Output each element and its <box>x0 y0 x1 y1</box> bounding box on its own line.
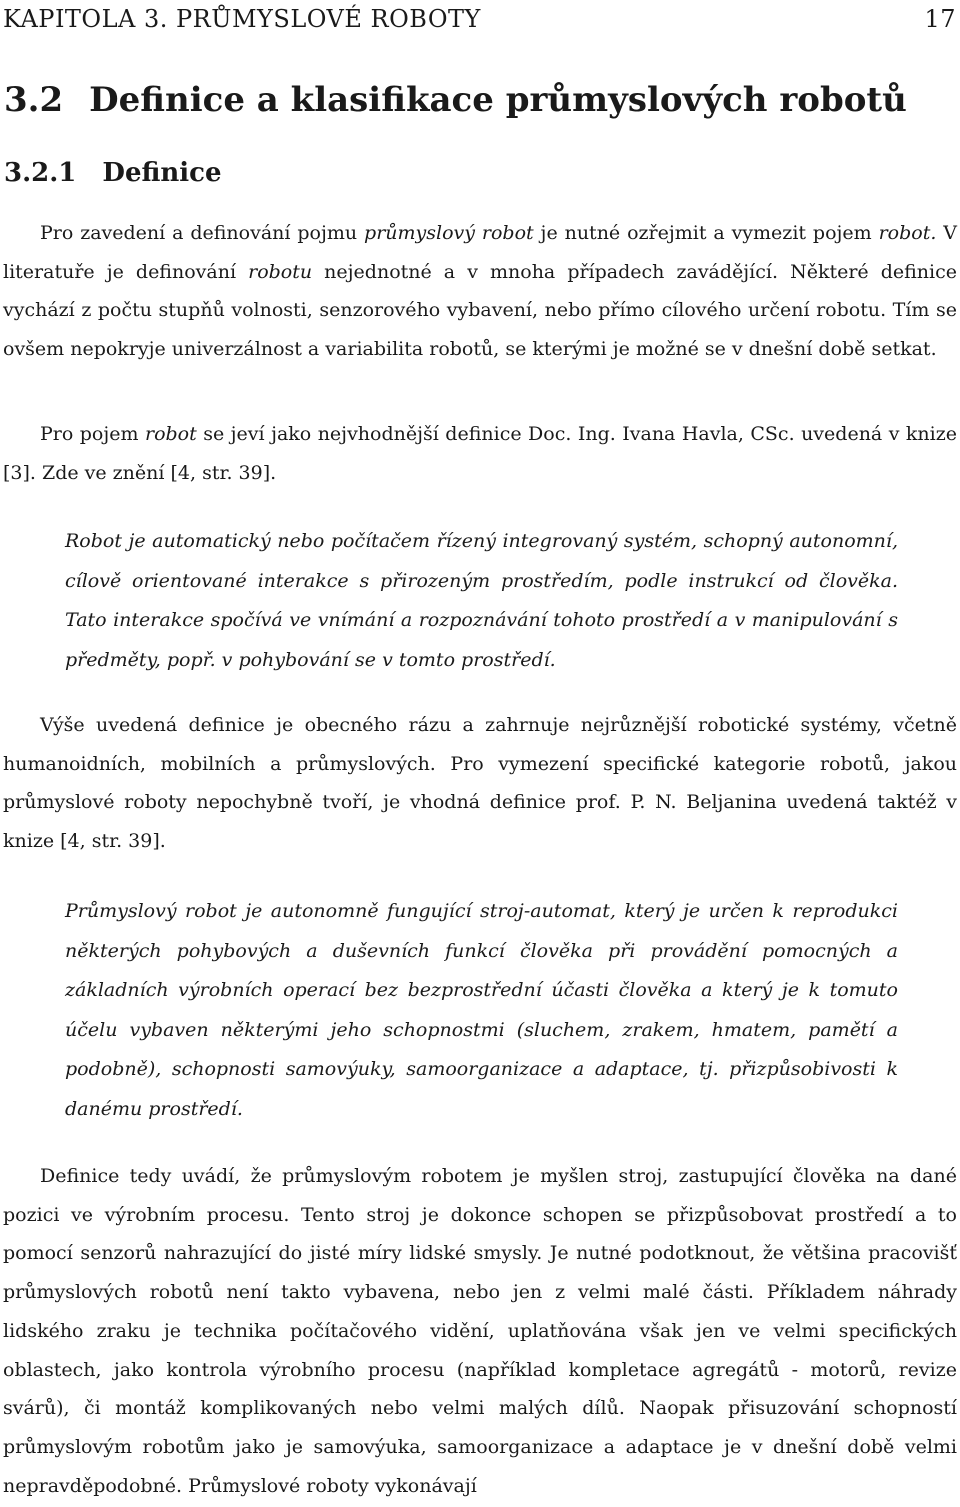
p1-emphasis-2: robot. <box>878 222 937 244</box>
subsection-number: 3.2.1 <box>4 158 77 188</box>
p1-emphasis-3: robotu <box>248 260 313 283</box>
p1-text-b: je nutné ozřejmit a vymezit pojem <box>533 222 879 244</box>
p1-emphasis-1: průmyslový robot <box>364 222 534 244</box>
p2-text-b: se jeví jako nejvhodnější definice Doc. Ing. Ivana Havla, CSc. uvedená v knize [3]. Zde ve znění [4, str. 39]. <box>3 423 957 484</box>
section-title-text: Definice a klasifikace průmyslových robotů <box>89 80 907 120</box>
p2-text-a: Pro pojem <box>40 423 145 445</box>
definition-quote-2: Průmyslový robot je autonomně fungující stroj-automat, který je určen k reprodukci některých pohybových a duševních funkcí člověka při provádění pomocných a základních výrobních operací bez bezprostřední účasti člověka a který je k tomuto účelu vybaven některými jeho schopnostmi (sluchem, zrakem, hmatem, pamětí a podobně), schopnosti samovýuky, samoorganizace a adaptace, tj. přizpůsobivosti k danému prostředí. <box>65 900 898 1120</box>
p1-text-d: nejednotné a v mnoha případech zavádějící. Některé definice vychází z počtu stupňů volnosti, senzorového vybavení, nebo přímo cílového určení robotu. Tím se ovšem nepokryje univerzálnost a variabilita robotů, se kterými je možné se v dnešní době setkat. <box>3 260 958 361</box>
paragraph-1 <box>3 214 957 369</box>
p2-emphasis-1: robot <box>144 423 197 445</box>
page-number: 17 <box>924 5 956 33</box>
p1-text-c: V literatuře je definování <box>3 222 958 283</box>
section-title <box>4 80 907 120</box>
chapter-header: KAPITOLA 3. PRŮMYSLOVÉ ROBOTY <box>3 5 481 33</box>
subsection-title <box>4 158 222 188</box>
paragraph-2 <box>3 415 957 492</box>
subsection-title-text: Definice <box>102 158 222 188</box>
running-header <box>3 4 956 34</box>
definition-quote-1: Robot je automatický nebo počítačem řízený integrovaný systém, schopný autonomní, cílově orientované interakce s přirozeným prostředím, podle instrukcí od člověka. Tato interakce spočívá ve vnímání a rozpoznávání tohoto prostředí a v manipulování s předměty, popř. v pohybování se v tomto prostředí. <box>65 530 898 671</box>
paragraph-3: Výše uvedená definice je obecného rázu a zahrnuje nejrůznější robotické systémy, včetně humanoidních, mobilních a průmyslových. Pro vymezení specifické kategorie robotů, jakou průmyslové roboty nepochybně tvoří, je vhodná definice prof. P. N. Beljanina uvedená taktéž v knize [4, str. 39]. <box>3 714 957 853</box>
paragraph-4: Definice tedy uvádí, že průmyslovým robotem je myšlen stroj, zastupující člověka na dané pozici ve výrobním procesu. Tento stroj je dokonce schopen se přizpůsobovat prostředí a to pomocí senzorů nahrazující do jisté míry lidské smysly. Je nutné podotknout, že většina pracovišť průmyslových robotů není takto vybavena, nebo jen z velmi malé části. Příkladem náhrady lidského zraku je technika počítačového vidění, uplatňována však jen ve velmi specifických oblastech, jako kontrola výrobního procesu (například kompletace agregátů - motorů, revize svárů), či montáž komplikovaných nebo velmi malých dílů. Naopak přisuzování schopností průmyslovým robotům jako je samovýuka, samoorganizace a adaptace je v dnešní době velmi nepravděpodobné. Průmyslové roboty vykonávají <box>3 1165 957 1497</box>
section-number: 3.2 <box>4 80 64 120</box>
p1-text-a: Pro zavedení a definování pojmu <box>40 222 365 244</box>
